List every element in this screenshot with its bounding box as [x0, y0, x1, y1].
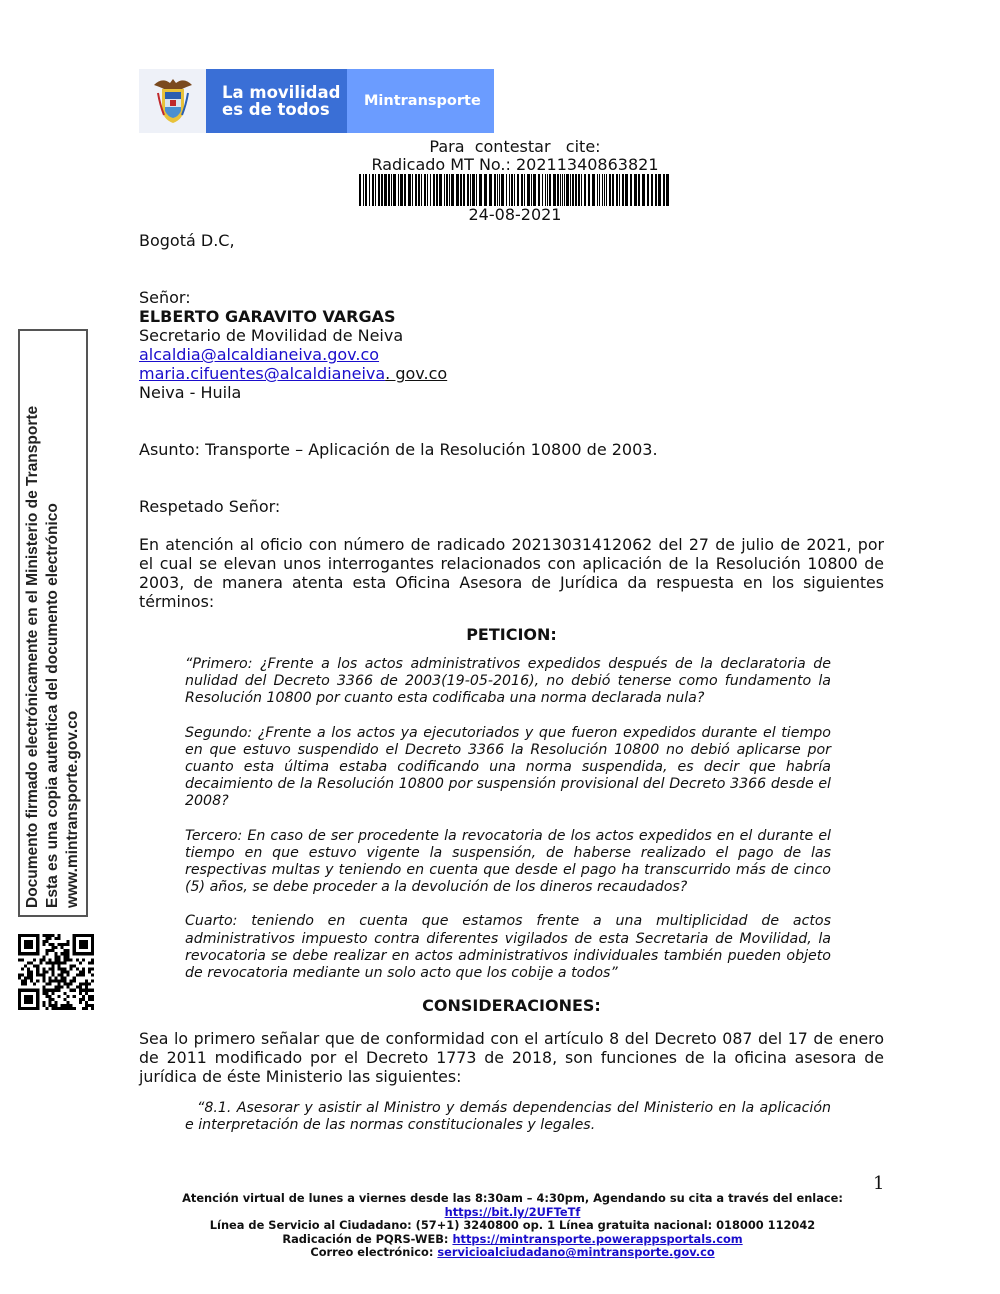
qr-module [64, 955, 67, 958]
qr-module [21, 958, 24, 961]
qr-module [61, 974, 64, 977]
qr-module [58, 934, 61, 937]
qr-module [85, 980, 88, 983]
qr-module [48, 934, 51, 937]
quote-8-1: “8.1. Asesorar y asistir al Ministro y demás dependencias del Ministerio en la aplicación e interpretación de las normas constitucionales y legales. [185, 1100, 831, 1134]
intro-paragraph: En atención al oficio con número de radicado 20213031412062 del 27 de julio de 2021, por el cual se elevan unos interrogantes relacionados con aplicación de la Resolución 10800 de 2003, de manera atenta esta Oficina Asesora de Jurídica da respuesta en los siguientes términos: [139, 535, 884, 611]
qr-module [91, 995, 94, 998]
qr-module [45, 961, 48, 964]
qr-module [91, 980, 94, 983]
letter-body [139, 231, 884, 1135]
brand-name: Mintransporte [347, 69, 494, 133]
qr-module [48, 1001, 51, 1004]
qr-module [85, 989, 88, 992]
qr-code-icon [18, 934, 94, 1010]
qr-module [18, 958, 21, 961]
qr-module [51, 964, 54, 967]
qr-module [64, 952, 67, 955]
qr-module [58, 989, 61, 992]
peticion-item: Cuarto: teniendo en cuenta que estamos frente a una multiplicidad de actos administrativos impuesto contra diferentes vigilados de esta Secretaria de Movilidad, la revocatoria se debe realizar en actos administrativos individuales también pueden objeto de revocatoria mediante un solo acto que los cobije a todos” [185, 913, 831, 982]
qr-module [61, 1004, 64, 1007]
footer-hours: Atención virtual de lunes a viernes desde las 8:30am – 4:30pm, Agendando su cita a través del enlace: [182, 1191, 843, 1205]
qr-module [88, 970, 91, 973]
qr-module [91, 974, 94, 977]
qr-module [88, 961, 91, 964]
qr-module [79, 970, 82, 973]
qr-module [51, 980, 54, 983]
qr-module [48, 977, 51, 980]
qr-module [64, 970, 67, 973]
qr-module [82, 995, 85, 998]
qr-module [70, 1004, 73, 1007]
qr-module [48, 989, 51, 992]
qr-module [51, 974, 54, 977]
qr-module [54, 1001, 57, 1004]
qr-module [67, 970, 70, 973]
qr-module [48, 961, 51, 964]
qr-module [39, 961, 42, 964]
qr-module [58, 937, 61, 940]
cite-label: Para contestar cite: [429, 137, 601, 156]
qr-module [79, 940, 88, 949]
qr-module [27, 970, 30, 973]
qr-module [33, 958, 36, 961]
qr-module [27, 974, 30, 977]
footer-pqrs-link[interactable]: https://mintransporte.powerappsportals.com [452, 1231, 743, 1246]
qr-module [64, 977, 67, 980]
qr-module [82, 1007, 85, 1010]
qr-module [48, 949, 51, 952]
qr-module [33, 983, 36, 986]
qr-module [54, 1007, 57, 1010]
qr-module [42, 1004, 45, 1007]
slogan [206, 69, 347, 133]
qr-module [48, 980, 51, 983]
stamp-line-3: www.mintransporte.gov.co [64, 710, 81, 908]
qr-module [88, 1004, 91, 1007]
qr-module [64, 961, 67, 964]
qr-module [67, 955, 70, 958]
recipient-title: Secretario de Movilidad de Neiva [139, 326, 404, 345]
qr-module [24, 983, 27, 986]
barcode-gap [669, 174, 671, 206]
qr-module [67, 995, 70, 998]
footer-appointment-link[interactable]: https://bit.ly/2UFTeTf [444, 1204, 581, 1219]
qr-module [76, 986, 79, 989]
qr-module [36, 980, 39, 983]
qr-module [61, 986, 64, 989]
qr-module [91, 998, 94, 1001]
qr-module [76, 967, 79, 970]
greeting: Respetado Señor: [139, 497, 281, 516]
qr-module [91, 967, 94, 970]
qr-module [91, 961, 94, 964]
qr-module [30, 974, 33, 977]
qr-module [70, 980, 73, 983]
qr-module [79, 1001, 82, 1004]
qr-module [42, 980, 45, 983]
qr-module [64, 949, 67, 952]
qr-module [85, 1007, 88, 1010]
qr-module [91, 1007, 94, 1010]
qr-module [54, 958, 57, 961]
recipient-salutation: Señor: [139, 288, 191, 307]
colombia-coat-of-arms-icon [150, 75, 196, 127]
qr-module [73, 977, 76, 980]
qr-module [88, 983, 91, 986]
qr-module [54, 955, 57, 958]
qr-module [64, 958, 67, 961]
qr-module [73, 1007, 76, 1010]
recipient-email-2-link[interactable]: maria.cifuentes@alcaldianeiva [139, 364, 386, 383]
peticion-item: Tercero: En caso de ser procedente la revocatoria de los actos expedidos en el durante el tiempo en que estuvo vigente la suspensión, de haberse realizado el pago de las respectivas multas y teniendo en cuenta que desde el pago ha transcurrido más de cinco (5) años, se debe proceder a la devolución de los dineros recaudados? [185, 827, 831, 896]
qr-module [24, 964, 27, 967]
qr-module [70, 989, 73, 992]
footer-email-label: Correo electrónico: [310, 1245, 438, 1260]
qr-module [58, 980, 61, 983]
qr-module [51, 992, 54, 995]
radicado-number: Radicado MT No.: 20211340863821 [371, 155, 659, 174]
slogan-line-2: es de todos [222, 100, 330, 119]
recipient-email-2-suffix: . gov.co [385, 364, 448, 383]
recipient-name: ELBERTO GARAVITO VARGAS [139, 307, 396, 326]
qr-module [18, 977, 21, 980]
qr-module [36, 974, 39, 977]
qr-module [18, 974, 21, 977]
qr-module [88, 995, 91, 998]
qr-module [45, 949, 48, 952]
qr-module [58, 943, 61, 946]
qr-module [42, 955, 45, 958]
qr-module [61, 980, 64, 983]
qr-module [70, 1007, 73, 1010]
qr-module [67, 1007, 70, 1010]
qr-module [54, 952, 57, 955]
qr-module [51, 943, 54, 946]
qr-module [48, 943, 51, 946]
qr-module [45, 995, 48, 998]
qr-module [67, 952, 70, 955]
qr-module [88, 967, 91, 970]
qr-module [48, 983, 51, 986]
qr-module [45, 989, 48, 992]
qr-module [73, 980, 76, 983]
qr-module [85, 983, 88, 986]
qr-module [67, 943, 70, 946]
qr-module [73, 964, 76, 967]
qr-module [91, 1004, 94, 1007]
qr-module [58, 983, 61, 986]
qr-module [79, 986, 82, 989]
qr-module [67, 949, 70, 952]
qr-module [42, 934, 45, 937]
qr-module [82, 998, 85, 1001]
qr-module [42, 970, 45, 973]
peticion-item: Segundo: ¿Frente a los actos ya ejecutoriados y que fueron expedidos durante el tiempo en que estuvo suspendido el Decreto 3366 la Resolución 10800 no debió aplicarse por cuanto esta última estaba codificando una norma suspendida, es decir que habría decaimiento de la Resolución 10800 por suspensión provisional del Decreto 3366 desde el 2008? [185, 724, 831, 810]
qr-module [54, 989, 57, 992]
qr-module [48, 958, 51, 961]
qr-module [70, 983, 73, 986]
city-line: Bogotá D.C, [139, 231, 235, 250]
qr-module [45, 952, 48, 955]
qr-module [51, 949, 54, 952]
header-banner [139, 69, 494, 133]
barcode-icon [359, 174, 672, 206]
qr-module [58, 1007, 61, 1010]
page-number: 1 [873, 1173, 885, 1194]
qr-module [91, 989, 94, 992]
qr-module [51, 934, 54, 937]
qr-module [64, 983, 67, 986]
qr-module [64, 980, 67, 983]
qr-module [45, 983, 48, 986]
qr-module [27, 967, 30, 970]
qr-module [54, 977, 57, 980]
qr-module [79, 974, 82, 977]
qr-module [67, 974, 70, 977]
qr-module [42, 967, 45, 970]
recipient-location: Neiva - Huila [139, 383, 242, 402]
qr-module [42, 989, 45, 992]
qr-module [42, 992, 45, 995]
footer-pqrs-label: Radicación de PQRS-WEB: [282, 1231, 453, 1246]
qr-module [70, 964, 73, 967]
qr-module [85, 1001, 88, 1004]
qr-module [24, 995, 33, 1004]
qr-module [54, 946, 57, 949]
qr-module [85, 986, 88, 989]
qr-module [21, 980, 24, 983]
qr-module [51, 998, 54, 1001]
qr-module [45, 934, 48, 937]
qr-module [88, 998, 91, 1001]
qr-module [45, 992, 48, 995]
qr-module [58, 961, 61, 964]
qr-module [58, 986, 61, 989]
slogan-line-1: La movilidad [222, 83, 341, 102]
qr-module [24, 977, 27, 980]
qr-module [42, 940, 45, 943]
qr-module [67, 986, 70, 989]
qr-module [54, 937, 57, 940]
qr-module [58, 964, 61, 967]
qr-module [79, 992, 82, 995]
qr-module [51, 970, 54, 973]
qr-module [70, 958, 73, 961]
qr-module [42, 943, 45, 946]
qr-module [67, 1001, 70, 1004]
stamp-line-1: Documento firmado electrónicamente en el Ministerio de Transporte [24, 405, 41, 908]
qr-module [36, 964, 39, 967]
qr-module [30, 980, 33, 983]
qr-module [82, 970, 85, 973]
qr-module [36, 967, 39, 970]
radicado-date: 24-08-2021 [468, 205, 562, 224]
electronic-signature-stamp [18, 329, 88, 917]
qr-module [45, 1007, 48, 1010]
qr-module [42, 977, 45, 980]
qr-module [82, 974, 85, 977]
qr-module [61, 977, 64, 980]
qr-module [58, 955, 61, 958]
qr-module [48, 998, 51, 1001]
qr-module [21, 967, 24, 970]
footer-phone-line: Línea de Servicio al Ciudadano: (57+1) 3240800 op. 1 Línea gratuita nacional: 018000 112042 [209, 1218, 816, 1233]
qr-module [67, 983, 70, 986]
qr-module [51, 1004, 54, 1007]
qr-module [42, 986, 45, 989]
qr-module [64, 967, 67, 970]
recipient-block [139, 288, 884, 402]
qr-module [48, 1004, 51, 1007]
qr-module [39, 958, 42, 961]
footer [150, 1192, 875, 1260]
qr-module [51, 946, 54, 949]
peticion-item: “Primero: ¿Frente a los actos administrativos expedidos después de la declaratoria de nulidad del Decreto 3366 de 2003(19-05-2016), no debió tenerse como fundamento la Resolución 10800 por cuanto esta codificaba una norma declarada nula? [185, 656, 831, 707]
qr-module [54, 961, 57, 964]
radicado-block [340, 138, 690, 224]
qr-module [61, 961, 64, 964]
coat-of-arms-logo [139, 69, 206, 133]
qr-module [82, 958, 85, 961]
qr-module [36, 970, 39, 973]
qr-module [58, 974, 61, 977]
qr-module [85, 992, 88, 995]
qr-module [42, 974, 45, 977]
qr-module [61, 952, 64, 955]
qr-module [30, 970, 33, 973]
subject-line: Asunto: Transporte – Aplicación de la Resolución 10800 de 2003. [139, 440, 658, 459]
qr-module [27, 977, 30, 980]
qr-module [24, 980, 27, 983]
qr-module [85, 1004, 88, 1007]
qr-module [58, 958, 61, 961]
qr-module [30, 977, 33, 980]
qr-module [79, 989, 82, 992]
footer-email-link[interactable]: servicioalciudadano@mintransporte.gov.co [437, 1245, 715, 1260]
qr-module [67, 1004, 70, 1007]
qr-module [27, 961, 30, 964]
qr-module [82, 967, 85, 970]
qr-module [51, 989, 54, 992]
qr-module [45, 970, 48, 973]
qr-module [61, 943, 64, 946]
qr-module [54, 986, 57, 989]
qr-module [42, 958, 45, 961]
qr-module [58, 995, 61, 998]
qr-module [54, 1004, 57, 1007]
qr-module [61, 1007, 64, 1010]
qr-module [91, 958, 94, 961]
qr-module [64, 1004, 67, 1007]
qr-module [73, 995, 76, 998]
qr-module [54, 980, 57, 983]
qr-module [48, 995, 51, 998]
qr-module [64, 943, 67, 946]
qr-module [79, 961, 82, 964]
qr-module [61, 970, 64, 973]
peticion-list [185, 656, 831, 982]
consideraciones-heading: CONSIDERACIONES: [422, 996, 601, 1016]
qr-module [30, 961, 33, 964]
recipient-email-link[interactable]: alcaldia@alcaldianeiva.gov.co [139, 345, 380, 364]
qr-module [76, 958, 79, 961]
qr-module [45, 940, 48, 943]
qr-module [48, 967, 51, 970]
qr-module [21, 983, 24, 986]
qr-module [45, 937, 48, 940]
qr-module [88, 989, 91, 992]
qr-module [51, 1007, 54, 1010]
qr-module [76, 974, 79, 977]
qr-module [73, 989, 76, 992]
qr-module [51, 967, 54, 970]
qr-module [67, 958, 70, 961]
qr-module [39, 974, 42, 977]
qr-module [79, 998, 82, 1001]
qr-module [82, 983, 85, 986]
qr-module [64, 992, 67, 995]
qr-module [79, 983, 82, 986]
qr-module [51, 961, 54, 964]
qr-module [21, 974, 24, 977]
qr-module [61, 946, 64, 949]
qr-module [48, 937, 51, 940]
consideraciones-paragraph: Sea lo primero señalar que de conformidad con el artículo 8 del Decreto 087 del 17 de enero de 2011 modificado por el Decreto 1773 de 2018, son funciones de la oficina asesora de jurídica de éste Ministerio las siguientes: [139, 1029, 884, 1087]
qr-module [33, 964, 36, 967]
stamp-line-2: Esta es una copia autentica del documento electrónico [44, 503, 61, 908]
qr-module [70, 967, 73, 970]
qr-module [64, 998, 67, 1001]
qr-module [42, 1001, 45, 1004]
peticion-heading: PETICION: [466, 625, 557, 644]
qr-module [82, 989, 85, 992]
qr-module [24, 940, 33, 949]
qr-module [64, 1007, 67, 1010]
qr-module [58, 967, 61, 970]
qr-module [61, 967, 64, 970]
qr-module [67, 940, 70, 943]
